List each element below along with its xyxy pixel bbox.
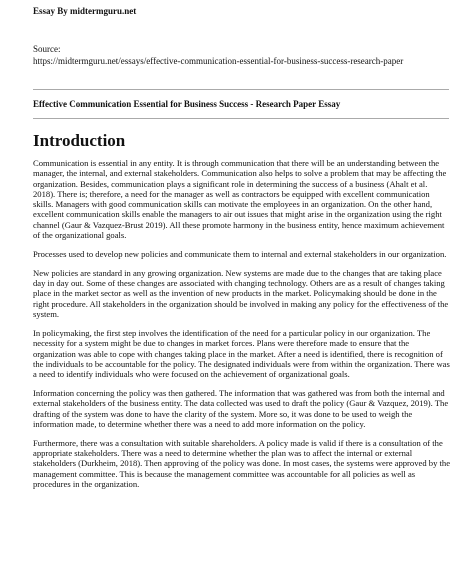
- divider-bottom: [33, 118, 449, 119]
- section-heading: Introduction: [33, 131, 126, 150]
- site-title: Essay By midtermguru.net: [33, 6, 137, 16]
- paragraph: In policymaking, the first step involves the identification of the need for a particular policy in our organization. The necessity for a system might be due to changes in market forces. Plans were therefore made to ensure that the organization was able to cope with changes taking place in the market. After a need is identified, there is recognition of the individuals to be accountable for the policy. The designated individuals were from within the organization. There was a need to identify individuals who were focused on the achievement of organizational goals.: [33, 327, 450, 380]
- paragraph: Furthermore, there was a consultation with suitable shareholders. A policy made is valid if there is a consultation of the appropriate stakeholders. There was a need to determine whether the plan was to affect the internal or external stakeholders (Durkheim, 2018). Then approving of the policy was done. In most cases, the systems were approved by the management committee. This is because the management committee was accountable for all policies as well as procedures in the organization.: [33, 437, 451, 489]
- essay-body: [33, 158, 451, 498]
- paragraph: Information concerning the policy was then gathered. The information that was gathered was from both the internal and external stakeholders of the business entity. The data collected was used to draft the policy (Gaur & Vazquez, 2019). The drafting of the system was done to have the clarity of the system. More so, it was done to be used to weigh the information made, to determine whether there was a need to add more information on the policy.: [33, 388, 449, 429]
- source-label: Source:: [33, 44, 61, 54]
- paragraph: Communication is essential in any entity. It is through communication that there will be an understanding between the manager, the internal, and external stakeholders. Communication also helps to solve a problem that may be affecting the organization. Besides, communication plays a significant role in determining the success of a business (Ahalt et al. 2018). There is; therefore, a need for the manager as well as contractors be equipped with excellent communication skills. Managers with good communication skills can motivate the employees in an organization. On the other hand, excellent communication skills enable the managers to air out issues that might arise in the organization using the right channel (Gaur & Vazquez-Brust 2019). All these promote harmony in the business entity, hence maximum achievement of the organizational goals.: [33, 158, 447, 241]
- divider-top: [33, 89, 449, 90]
- paragraph: Processes used to develop new policies and communicate them to internal and external stakeholders in our organization.: [33, 248, 447, 259]
- paragraph: New policies are standard in any growing organization. New systems are made due to the changes that are taking place day in day out. Some of these changes are associated with changing technology. Others are as a result of changes taking place in the market sector as well as the invention of new products in the market. Policymaking should be done in the right procedure. All stakeholders in the organization should be involved in making any policy for the effectiveness of the system.: [33, 267, 449, 320]
- source-url[interactable]: https://midtermguru.net/essays/effective-communication-essential-for-business-success-research-paper: [33, 56, 404, 66]
- essay-title: Effective Communication Essential for Business Success - Research Paper Essay: [33, 99, 341, 109]
